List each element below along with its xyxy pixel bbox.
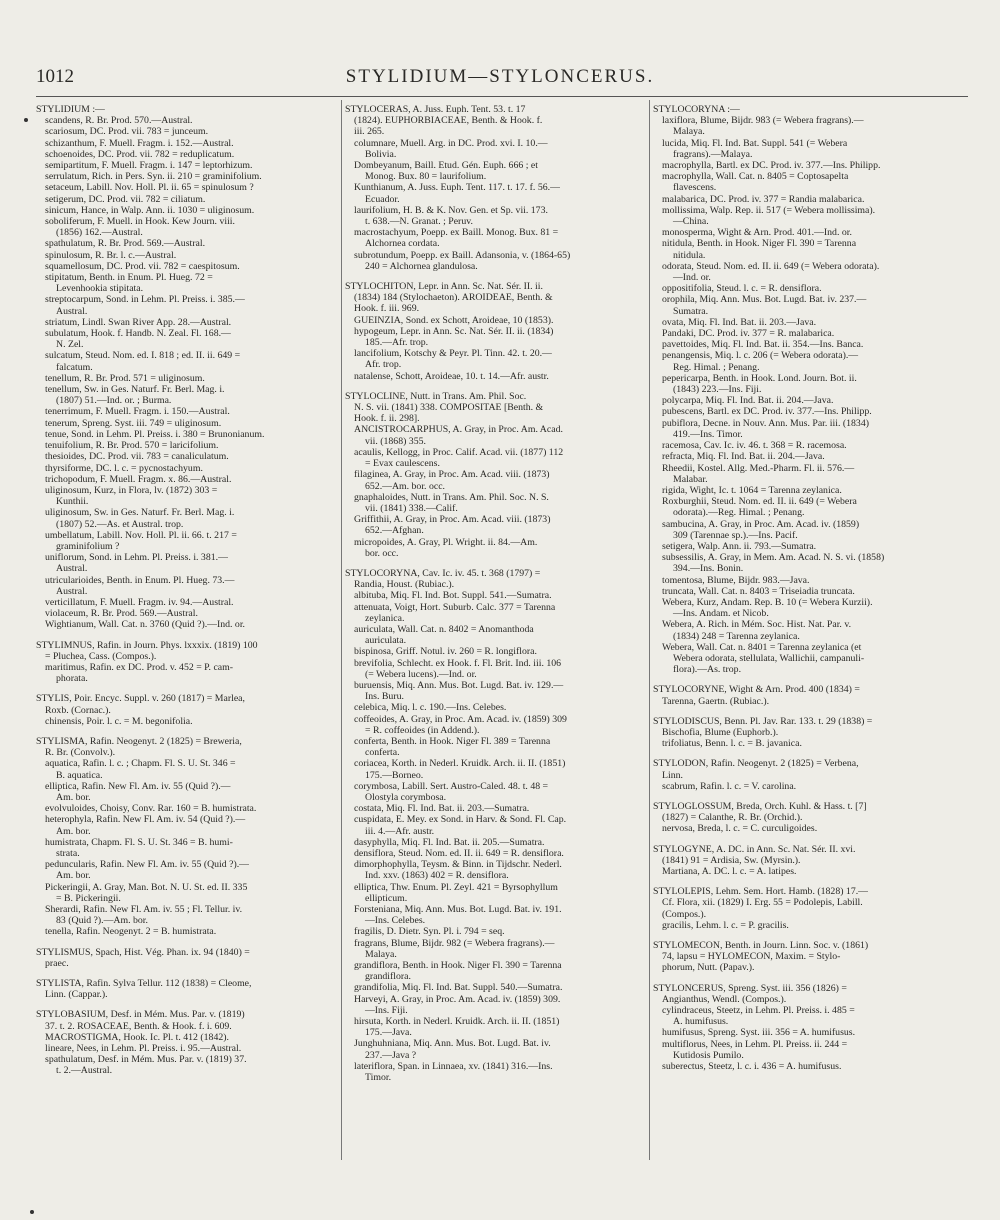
entry-line: pubescens, Bartl. ex DC. Prod. iv. 377.—Ins. Philipp. [662, 406, 872, 418]
entry-line: nervosa, Breda, l. c. = C. curculigoides. [662, 823, 818, 835]
entry-line: tenuifolium, R. Br. Prod. 570 = laricifolium. [45, 440, 219, 452]
entry-line: schoenoides, DC. Prod. vii. 782 = reduplicatum. [45, 148, 235, 160]
entry-line: STYLOCHITON, Lepr. in Ann. Sc. Nat. Sér. II. ii. [345, 281, 543, 293]
column-1 [36, 104, 336, 1204]
entry-line: = B. Pickeringii. [56, 892, 121, 904]
entry-line: 237.—Java ? [365, 1049, 417, 1061]
entry-line: refracta, Miq. Fl. Ind. Bat. ii. 204.—Java. [662, 451, 825, 463]
entry-line: STYLODON, Rafin. Neogenyt. 2 (1825) = Verbena, [653, 758, 859, 770]
entry-line: streptocarpum, Sond. in Lehm. Pl. Preiss. i. 385.— [45, 294, 245, 306]
entry-line: STYLOMECON, Benth. in Journ. Linn. Soc. v. (1861) [653, 940, 869, 952]
entry-line: heterophyla, Rafin. New Fl. Am. iv. 54 (Quid ?).— [45, 814, 246, 826]
entry-line: Malaya. [365, 948, 397, 960]
entry-line: ovata, Miq. Fl. Ind. Bat. ii. 203.—Java. [662, 316, 817, 328]
entry-line: lancifolium, Kotschy & Peyr. Pl. Tinn. 42. t. 20.— [354, 348, 552, 360]
entry-line: maritimus, Rafin. ex DC. Prod. v. 452 = P. cam- [45, 661, 234, 673]
entry-line: costata, Miq. Fl. Ind. Bat. ii. 203.—Sumatra. [354, 803, 530, 815]
entry-line: (1827) = Calanthe, R. Br. (Orchid.). [662, 812, 803, 824]
entry-line: thesioides, DC. Prod. vii. 783 = canaliculatum. [45, 451, 229, 463]
entry-line: Tarenna, Gaertn. (Rubiac.). [662, 695, 770, 707]
entry-line: brevifolia, Schlecht. ex Hook. f. Fl. Brit. Ind. iii. 106 [354, 657, 562, 669]
entry-line: flora).—As. trop. [673, 664, 742, 676]
entry-line: STYLIMNUS, Rafin. in Journ. Phys. lxxxix. (1819) 100 [36, 639, 258, 651]
entry-line: Malabar. [673, 473, 708, 485]
entry-line: STYLOCORYNE, Wight & Arn. Prod. 400 (1834) = [653, 684, 860, 696]
entry-line: Kunthianum, A. Juss. Euph. Tent. 117. t. 17. f. 56.— [354, 182, 560, 194]
entry-line: Afr. trop. [365, 359, 402, 371]
entry-line: (1856) 162.—Austral. [56, 227, 143, 239]
entry-line: praec. [45, 957, 69, 969]
entry-line: Austral. [56, 585, 88, 597]
entry-line: ellipticum. [365, 892, 408, 904]
entry-line: 185.—Afr. trop. [365, 337, 429, 349]
entry-line: coffeoides, A. Gray, in Proc. Am. Acad. iv. (1859) 309 [354, 713, 567, 725]
entry-line: A. humifusus. [673, 1016, 729, 1028]
entry-line: striatum, Lindl. Swan River App. 28.—Austral. [45, 316, 232, 328]
entry-line: Linn. (Cappar.). [45, 989, 108, 1001]
entry-line: STYLIDIUM :— [36, 104, 105, 115]
entry-line: spathulatum, Desf. in Mém. Mus. Par. v. (1819) 37. [45, 1054, 247, 1066]
entry-line: (Compos.). [662, 908, 707, 920]
entry-line: (= Webera lucens).—Ind. or. [365, 668, 477, 680]
entry-line: cylindraceus, Steetz, in Lehm. Pl. Preiss. i. 485 = [662, 1005, 855, 1017]
entry-line: Ins. Buru. [365, 691, 404, 703]
entry-line: celebica, Miq. l. c. 190.—Ins. Celebes. [354, 702, 507, 714]
entry-line: humifusus, Spreng. Syst. iii. 356 = A. humifusus. [662, 1027, 856, 1039]
entry-line: Sumatra. [673, 305, 709, 317]
entry-line: chinensis, Poir. l. c. = M. begonifolia. [45, 715, 193, 727]
entry-line: Olostyla corymbosa. [365, 791, 447, 803]
entry-line: Forsteniana, Miq. Ann. Mus. Bot. Lugd. Bat. iv. 191. [354, 904, 562, 916]
entry-line: auriculata. [365, 635, 407, 647]
entry-line: —Ins. Celebes. [365, 915, 426, 927]
entry-line: subulatum, Hook. f. Handb. N. Zeal. Fl. 168.— [45, 328, 231, 340]
entry-line: sulcatum, Steud. Nom. ed. I. 818 ; ed. II. ii. 649 = [45, 350, 241, 362]
entry-line: albituba, Miq. Fl. Ind. Bot. Suppl. 541.—Sumatra. [354, 590, 552, 602]
margin-dot [30, 1210, 34, 1214]
entry-line: racemosa, Cav. Ic. iv. 46. t. 368 = R. racemosa. [662, 440, 847, 452]
entry-line: odorata).—Reg. Himal. ; Penang. [673, 507, 805, 519]
entry-line: MACROSTIGMA, Hook. Ic. Pl. t. 412 (1842). [45, 1031, 229, 1043]
entry-line: lineare, Nees, in Lehm. Pl. Preiss. i. 95.—Austral. [45, 1043, 242, 1055]
entry-line: 419.—Ins. Timor. [673, 428, 743, 440]
entry-line: pubiflora, Decne. in Nouv. Ann. Mus. Par. iii. (1834) [662, 417, 869, 429]
entry-line: lucida, Miq. Fl. Ind. Bat. Suppl. 541 (= Webera [662, 137, 848, 149]
entry-gap [653, 877, 963, 886]
entry-line: spinulosum, R. Br. l. c.—Austral. [45, 249, 177, 261]
entry-line: semipartitum, F. Muell. Fragm. i. 147 = leptorhizum. [45, 160, 253, 172]
entry-line: densiflora, Steud. Nom. ed. II. ii. 649 = R. densiflora. [354, 848, 564, 859]
entry-line: conferta. [365, 747, 400, 759]
entry-line: (1841) 91 = Ardisia, Sw. (Myrsin.). [662, 854, 801, 866]
entry-line: rigida, Wight, Ic. t. 1064 = Tarenna zeylanica. [662, 484, 842, 496]
entry-line: STYLOCLINE, Nutt. in Trans. Am. Phil. Soc. [345, 390, 527, 402]
entry-line: monosperma, Wight & Arn. Prod. 401.—Ind. or. [662, 227, 852, 239]
entry-line: conferta, Benth. in Hook. Niger Fl. 389 = Tarenna [354, 735, 551, 747]
entry-line: Webera, A. Rich. in Mém. Soc. Hist. Nat. Par. v. [662, 619, 852, 631]
entry-line: elliptica, Thw. Enum. Pl. Zeyl. 421 = Byrsophyllum [354, 881, 558, 893]
entry-line: coriacea, Korth. in Nederl. Kruidk. Arch. ii. II. (1851) [354, 758, 566, 770]
entry-line: buruensis, Miq. Ann. Mus. Bot. Lugd. Bat. iv. 129.— [354, 679, 564, 691]
entry-line: uliginosum, Kurz, in Flora, lv. (1872) 303 = [45, 484, 218, 496]
entry-line: iii. 265. [354, 126, 385, 138]
entry-line: tenerum, Spreng. Syst. iii. 749 = uliginosum. [45, 417, 222, 429]
entry-line: B. aquatica. [56, 769, 103, 781]
entry-line: STYLOGYNE, A. DC. in Ann. Sc. Nat. Sér. II. xvi. [653, 843, 856, 855]
entry-line: phorum, Nutt. (Papav.). [662, 962, 755, 974]
entry-line: Cf. Flora, xii. (1829) I. Erg. 55 = Podolepis, Labill. [662, 897, 863, 909]
entry-gap [36, 727, 336, 736]
running-head: STYLIDIUM—STYLONCERUS. [345, 66, 655, 87]
entry-line: STYLONCERUS, Spreng. Syst. iii. 356 (1826) = [653, 982, 847, 994]
entry-gap [345, 272, 643, 281]
entry-line: corymbosa, Labill. Sert. Austro-Caled. 48. t. 48 = [354, 780, 549, 792]
entry-line: R. Br. (Convolv.). [45, 747, 116, 759]
entry-line: 175.—Java. [365, 1027, 412, 1039]
entry-line: vii. (1868) 355. [365, 435, 426, 447]
entry-line: polycarpa, Miq. Fl. Ind. Bat. ii. 204.—Java. [662, 395, 834, 407]
entry-line: N. S. vii. (1841) 338. COMPOSITAE [Benth. & [354, 402, 544, 414]
entry-line: Randia, Houst. (Rubiac.). [354, 579, 455, 591]
entry-line: Austral. [56, 563, 88, 575]
page-number: 1012 [36, 66, 74, 87]
entry-line: 309 (Tarennae sp.).—Ins. Pacif. [673, 529, 798, 541]
entry-gap [653, 835, 963, 844]
entry-line: Alchornea cordata. [365, 238, 440, 250]
entry-line: t. 2.—Austral. [56, 1065, 113, 1077]
entry-line: Levenhookia stipitata. [56, 283, 144, 295]
entry-line: STYLOCORYNA :— [653, 104, 740, 115]
entry-line: —China. [673, 216, 709, 228]
entry-line: —Ins. Andam. et Nicob. [673, 608, 769, 620]
entry-line: tomentosa, Blume, Bijdr. 983.—Java. [662, 574, 810, 586]
entry-line: Roxburghii, Steud. Nom. ed. II. ii. 649 (= Webera [662, 496, 857, 508]
entry-line: nitidula. [673, 249, 706, 261]
entry-line: dimorphophylla, Teysm. & Binn. in Tijdschr. Nederl. [354, 859, 562, 871]
entry-line: bor. occ. [365, 547, 399, 559]
entry-line: subsessilis, A. Gray, in Mem. Am. Acad. N. S. vi. (1858) [662, 552, 885, 564]
entry-line: uniflorum, Sond. in Lehm. Pl. Preiss. i. 381.— [45, 552, 228, 564]
entry-line: Am. bor. [56, 825, 91, 837]
entry-line: auriculata, Wall. Cat. n. 8402 = Anomanthoda [354, 623, 534, 635]
entry-line: Kutidosis Pumilo. [673, 1049, 744, 1061]
entry-line: soboliferum, F. Muell. in Hook. Kew Journ. viii. [45, 216, 235, 228]
entry-line: subrotundum, Poepp. ex Baill. Adansonia, v. (1864-65) [354, 249, 571, 261]
entry-line: Bischofia, Blume (Euphorb.). [662, 726, 779, 738]
entry-line: elliptica, Rafin. New Fl. Am. iv. 55 (Quid ?).— [45, 780, 231, 792]
entry-line: humistrata, Chapm. Fl. S. U. St. 346 = B. humi- [45, 836, 233, 848]
entry-line: fragrans, Blume, Bijdr. 982 (= Webera fragrans).— [354, 937, 555, 949]
entry-gap [345, 382, 643, 391]
entry-line: = Evax caulescens. [365, 458, 440, 470]
entry-line: schizanthum, F. Muell. Fragm. i. 152.—Austral. [45, 137, 234, 149]
entry-line: Austral. [56, 305, 88, 317]
entry-line: nitidula, Benth. in Hook. Niger Fl. 390 = Tarenna [662, 238, 857, 250]
entry-line: dasyphylla, Miq. Fl. Ind. Bat. ii. 205.—Sumatra. [354, 836, 545, 848]
entry-line: falcatum. [56, 361, 93, 373]
entry-line: Malaya. [673, 126, 705, 138]
entry-line: setigera, Walp. Ann. ii. 793.—Sumatra. [662, 540, 817, 552]
entry-line: Webera, Kurz, Andam. Rep. B. 10 (= Webera Kurzii). [662, 596, 873, 608]
entry-gap [36, 631, 336, 640]
entry-line: Martiana, A. DC. l. c. = A. latipes. [662, 866, 797, 877]
entry-line: grandiflora. [365, 971, 411, 983]
entry-gap [653, 974, 963, 983]
entry-line: umbellatum, Labill. Nov. Holl. Pl. ii. 66. t. 217 = [45, 529, 237, 541]
entry-line: STYLOCERAS, A. Juss. Euph. Tent. 53. t. 17 [345, 104, 526, 115]
entry-line: Hook. f. ii. 298]. [354, 413, 420, 425]
entry-line: scariosum, DC. Prod. vii. 783 = junceum. [45, 126, 209, 138]
entry-line: phorata. [56, 673, 88, 685]
entry-line: tenella, Rafin. Neogenyt. 2 = B. humistrata. [45, 926, 217, 938]
entry-line: GUEINZIA, Sond. ex Schott, Aroideae, 10 (1853). [354, 314, 554, 326]
entry-line: cuspidata, E. Mey. ex Sond. in Harv. & Sond. Fl. Cap. [354, 814, 567, 826]
entry-line: uliginosum, Sw. in Ges. Naturf. Fr. Berl. Mag. i. [45, 507, 235, 519]
entry-line: gracilis, Lehm. l. c. = P. gracilis. [662, 919, 789, 931]
entry-line: Webera, Wall. Cat. n. 8401 = Tarenna zeylanica (et [662, 641, 862, 653]
entry-line: 83 (Quid ?).—Am. bor. [56, 915, 148, 927]
entry-line: tenellum, R. Br. Prod. 571 = uliginosum. [45, 372, 205, 384]
entry-line: —Ind. or. [673, 272, 711, 284]
entry-line: Webera odorata, stellulata, Wallichii, campanuli- [673, 652, 865, 664]
entry-line: STYLISMA, Rafin. Neogenyt. 2 (1825) = Breweria, [36, 735, 242, 747]
entry-line: Hook. f. iii. 969. [354, 303, 420, 315]
entry-line: gnaphaloides, Nutt. in Trans. Am. Phil. Soc. N. S. [354, 491, 549, 503]
entry-line: truncata, Wall. Cat. n. 8403 = Triseiadia truncata. [662, 585, 855, 597]
entry-line: STYLOCORYNA, Cav. Ic. iv. 45. t. 368 (1797) = [345, 567, 541, 579]
entry-line: sinicum, Hance, in Walp. Ann. ii. 1030 = uliginosum. [45, 204, 255, 216]
entry-line: fragilis, D. Dietr. Syn. Pl. i. 794 = seq. [354, 926, 505, 938]
entry-line: macrophylla, Wall. Cat. n. 8405 = Coptosapelta [662, 171, 849, 183]
column-divider [649, 100, 650, 1160]
entry-line: tenellum, Sw. in Ges. Naturf. Fr. Berl. Mag. i. [45, 384, 225, 396]
entry-line: strata. [56, 848, 80, 859]
entry-gap [36, 1000, 336, 1009]
header-rule [36, 96, 968, 97]
entry-line: fragrans).—Malaya. [673, 148, 753, 160]
entry-line: 652.—Afghan. [365, 525, 424, 537]
entry-line: macrophylla, Bartl. ex DC. Prod. iv. 377.—Ins. Philipp. [662, 160, 881, 172]
entry-line: trifoliatus, Benn. l. c. = B. javanica. [662, 738, 802, 750]
entry-line: iii. 4.—Afr. austr. [365, 825, 435, 837]
entry-line: (1834) 184 (Stylochaeton). AROIDEAE, Benth. & [354, 292, 553, 304]
entry-line: pavettoides, Miq. Fl. Ind. Bat. ii. 354.—Ins. Banca. [662, 339, 864, 351]
entry-line: utricularioides, Benth. in Enum. Pl. Hueg. 73.— [45, 574, 235, 586]
entry-line: multiflorus, Nees, in Lehm. Pl. Preiss. ii. 244 = [662, 1038, 848, 1050]
entry-line: aquatica, Rafin. l. c. ; Chapm. Fl. S. U. St. 346 = [45, 758, 236, 770]
entry-line: 37. t. 2. ROSACEAE, Benth. & Hook. f. i. 609. [45, 1020, 232, 1032]
entry-line: serrulatum, Rich. in Pers. Syn. ii. 210 = graminifolium. [45, 171, 262, 183]
entry-line: grandiflora, Benth. in Hook. Niger Fl. 390 = Tarenna [354, 960, 562, 972]
entry-line: flavescens. [673, 182, 717, 194]
entry-gap [653, 675, 963, 684]
entry-line: micropoides, A. Gray, Pl. Wright. ii. 84.—Am. [354, 536, 538, 548]
entry-line: N. Zel. [56, 339, 84, 351]
entry-line: lateriflora, Span. in Linnaea, xv. (1841) 316.—Ins. [354, 1060, 553, 1072]
entry-gap [653, 931, 963, 940]
entry-line: Kunthii. [56, 496, 89, 508]
entry-line: orophila, Miq. Ann. Mus. Bot. Lugd. Bat. iv. 237.— [662, 294, 867, 306]
entry-line: verticillatum, F. Muell. Fragm. iv. 94.—Austral. [45, 596, 234, 608]
entry-line: 74, lapsu = HYLOMECON, Maxim. = Stylo- [662, 951, 841, 963]
entry-line: peduncularis, Rafin. New Fl. Am. iv. 55 (Quid ?).— [45, 859, 249, 871]
entry-line: STYLOGLOSSUM, Breda, Orch. Kuhl. & Hass. t. [7] [653, 800, 867, 812]
entry-line: STYLOBASIUM, Desf. in Mém. Mus. Par. v. (1819) [36, 1009, 245, 1021]
entry-line: oppositifolia, Steud. l. c. = R. densiflora. [662, 283, 822, 295]
entry-line: Reg. Himal. ; Penang. [673, 361, 760, 373]
entry-line: —Ins. Fiji. [365, 1004, 408, 1016]
entry-line: Sherardi, Rafin. New Fl. Am. iv. 55 ; Fl. Tellur. iv. [45, 904, 243, 916]
entry-line: (1834) 248 = Tarenna zeylanica. [673, 630, 800, 642]
entry-line: Ecuador. [365, 193, 400, 205]
entry-line: violaceum, R. Br. Prod. 569.—Austral. [45, 608, 198, 620]
entry-line: malabarica, DC. Prod. iv. 377 = Randia malabarica. [662, 193, 865, 205]
entry-line: attenuata, Voigt, Hort. Suburb. Calc. 377 = Tarenna [354, 601, 556, 613]
entry-line: laurifolium, H. B. & K. Nov. Gen. et Sp. vii. 173. [354, 204, 548, 216]
entry-line: Pandaki, DC. Prod. iv. 377 = R. malabarica. [662, 328, 835, 340]
column-2 [345, 104, 643, 1204]
entry-line: Dombeyanum, Baill. Etud. Gén. Euph. 666 ; et [354, 160, 538, 172]
entry-line: Junghuhniana, Miq. Ann. Mus. Bot. Lugd. Bat. iv. [354, 1038, 551, 1050]
column-divider [341, 100, 342, 1160]
entry-line: (1843) 223.—Ins. Fiji. [673, 384, 762, 396]
entry-line: sambucina, A. Gray, in Proc. Am. Acad. iv. (1859) [662, 518, 860, 530]
entry-line: stipitatum, Benth. in Enum. Pl. Hueg. 72 = [45, 272, 213, 284]
entry-line: spathulatum, R. Br. Prod. 569.—Austral. [45, 238, 206, 250]
entry-line: Wightianum, Wall. Cat. n. 3760 (Quid ?).—Ind. or. [45, 619, 245, 631]
entry-line: Angianthus, Wendl. (Compos.). [662, 993, 787, 1005]
entry-line: Pickeringii, A. Gray, Man. Bot. N. U. St. ed. II. 335 [45, 881, 248, 893]
entry-line: = Pluchea, Cass. (Compos.). [45, 650, 157, 662]
margin-dot [24, 118, 28, 122]
column-3 [653, 104, 963, 1204]
entry-line: STYLISTA, Rafin. Sylva Tellur. 112 (1838) = Cleome, [36, 978, 252, 990]
entry-line: Am. bor. [56, 870, 91, 882]
entry-line: hypogeum, Lepr. in Ann. Sc. Nat. Sér. II. ii. (1834) [354, 325, 554, 337]
entry-line: penangensis, Miq. l. c. 206 (= Webera odorata).— [662, 350, 859, 362]
entry-line: scandens, R. Br. Prod. 570.—Austral. [45, 115, 193, 127]
entry-line: zeylanica. [365, 612, 405, 624]
entry-line: setaceum, Labill. Nov. Holl. Pl. ii. 65 = spinulosum ? [45, 182, 254, 194]
entry-line: squamellosum, DC. Prod. vii. 782 = caespitosum. [45, 260, 240, 272]
entry-line: setigerum, DC. Prod. vii. 782 = ciliatum. [45, 193, 206, 205]
entry-gap [345, 559, 643, 568]
entry-line: Am. bor. [56, 791, 91, 803]
entry-gap [653, 749, 963, 758]
entry-line: Ind. xxv. (1863) 402 = R. densiflora. [365, 870, 509, 882]
entry-line: (1807) 51.—Ind. or. ; Burma. [56, 395, 172, 407]
entry-line: natalense, Schott, Aroideae, 10. t. 14.—Afr. austr. [354, 370, 549, 382]
entry-line: tenerrimum, F. Muell. Fragm. i. 150.—Austral. [45, 406, 230, 418]
entry-line: STYLIS, Poir. Encyc. Suppl. v. 260 (1817) = Marlea, [36, 693, 245, 705]
entry-line: Rheedii, Kostel. Allg. Med.-Pharm. Fl. ii. 576.— [662, 462, 855, 474]
entry-line: (1824). EUPHORBIACEAE, Benth. & Hook. f. [354, 115, 543, 127]
entry-gap [653, 707, 963, 716]
entry-line: Bolivia. [365, 148, 397, 160]
entry-gap [653, 792, 963, 801]
entry-line: macrostachyum, Poepp. ex Baill. Monog. Bux. 81 = [354, 227, 559, 239]
entry-line: ANCISTROCARPHUS, A. Gray, in Proc. Am. Acad. [354, 424, 563, 436]
entry-line: trichopodum, F. Muell. Fragm. x. 86.—Austral. [45, 473, 232, 485]
entry-line: = R. coffeoides (in Addend.). [365, 724, 480, 736]
entry-line: filaginea, A. Gray, in Proc. Am. Acad. viii. (1873) [354, 469, 550, 481]
entry-line: STYLISMUS, Spach, Hist. Vég. Phan. ix. 94 (1840) = [36, 946, 250, 958]
entry-gap [36, 969, 336, 978]
entry-line: columnare, Muell. Arg. in DC. Prod. xvi. I. 10.— [354, 137, 548, 149]
entry-line: STYLODISCUS, Benn. Pl. Jav. Rar. 133. t. 29 (1838) = [653, 715, 873, 727]
entry-line: 652.—Am. bor. occ. [365, 480, 445, 492]
entry-line: acaulis, Kellogg, in Proc. Calif. Acad. vii. (1877) 112 [354, 446, 564, 458]
entry-line: 240 = Alchornea glandulosa. [365, 260, 478, 272]
entry-line: scabrum, Rafin. l. c. = V. carolina. [662, 780, 797, 792]
entry-line: Harveyi, A. Gray, in Proc. Am. Acad. iv. (1859) 309. [354, 993, 561, 1005]
entry-line: tenue, Sond. in Lehm. Pl. Preiss. i. 380 = Brunonianum. [45, 428, 265, 440]
entry-line: pepericarpa, Benth. in Hook. Lond. Journ. Bot. ii. [662, 372, 857, 384]
entry-line: laxiflora, Blume, Bijdr. 983 (= Webera fragrans).— [662, 115, 864, 127]
entry-line: graminifolium ? [56, 540, 120, 552]
entry-line: bispinosa, Griff. Notul. iv. 260 = R. longiflora. [354, 646, 537, 658]
entry-line: vii. (1841) 338.—Calif. [365, 502, 458, 514]
entry-line: t. 638.—N. Granat. ; Peruv. [365, 216, 473, 228]
entry-line: thyrsiforme, DC. l. c. = pycnostachyum. [45, 462, 203, 474]
entry-line: 175.—Borneo. [365, 769, 424, 781]
entry-line: evolvuloides, Choisy, Conv. Rar. 160 = B. humistrata. [45, 803, 257, 815]
entry-line: 394.—Ins. Bonin. [673, 563, 744, 575]
entry-line: mollissima, Walp. Rep. ii. 517 (= Webera mollissima). [662, 204, 876, 216]
entry-gap [36, 684, 336, 693]
entry-line: Griffithii, A. Gray, in Proc. Am. Acad. viii. (1873) [354, 514, 551, 526]
entry-line: Monog. Bux. 80 = laurifolium. [365, 171, 487, 183]
entry-line: suberectus, Steetz, l. c. i. 436 = A. humifusus. [662, 1061, 842, 1073]
entry-line: hirsuta, Korth. in Nederl. Kruidk. Arch. ii. II. (1851) [354, 1016, 560, 1028]
entry-line: Roxb. (Cornac.). [45, 704, 111, 716]
entry-line: Linn. [662, 769, 683, 781]
entry-line: odorata, Steud. Nom. ed. II. ii. 649 (= Webera odorata). [662, 260, 880, 272]
entry-line: (1807) 52.—As. et Austral. trop. [56, 518, 184, 530]
entry-line: STYLOLEPIS, Lehm. Sem. Hort. Hamb. (1828) 17.— [653, 886, 868, 898]
entry-gap [36, 938, 336, 947]
entry-line: grandifolia, Miq. Fl. Ind. Bat. Suppl. 540.—Sumatra. [354, 982, 563, 994]
entry-line: Timor. [365, 1072, 392, 1084]
